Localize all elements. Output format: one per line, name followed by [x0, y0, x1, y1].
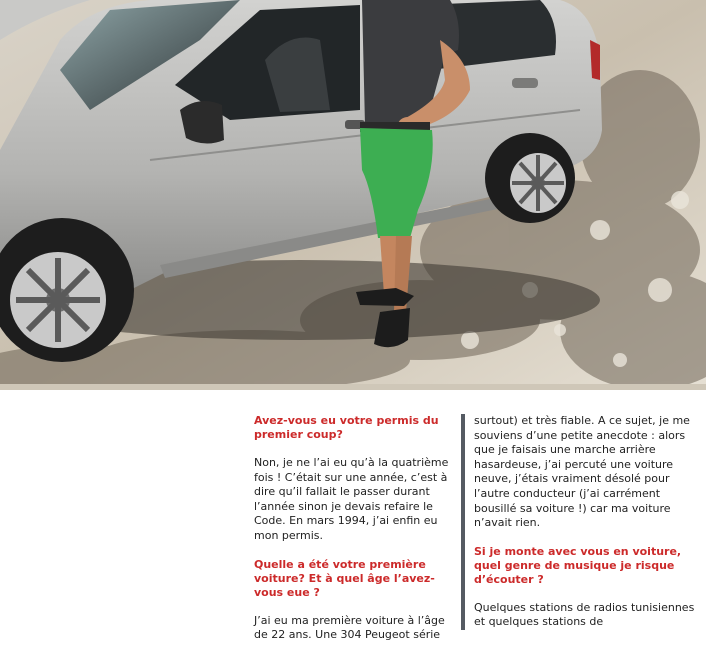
answer-permis: Non, je ne l’ai eu qu’à la quatrième fois ! C’était sur une année, c’est à dire qu’il fallait le passer durant l’année sinon je devais refaire le Code. En mars 1994, j’ai enfin eu mon permis.: [254, 456, 449, 542]
right-text-column: [474, 414, 696, 644]
question-musique: Si je monte avec vous en voiture, quel genre de musique je risque d’écouter ?: [474, 544, 682, 586]
question-permis: Avez-vous eu votre permis du premier coup?: [254, 414, 439, 441]
answer-premiere-voiture-start: J’ai eu ma première voiture à l’âge de 22 ans. Une 304 Peugeot série: [254, 613, 445, 642]
question-premiere-voiture: Quelle a été votre première voiture? Et à quel âge l’avez-vous eue ?: [254, 557, 435, 599]
answer-musique-start: Quelques stations de radios tunisiennes et quelques stations de: [474, 600, 695, 629]
answer-premiere-voiture-end: surtout) et très fiable. A ce sujet, je me souviens d’une petite anecdote : alors que je faisais une marche arrière hasardeuse, j’ai percuté une voiture neuve, j’étais vraiment désolé pour l’autre conducteur (j’ai carrément bousillé sa voiture !) car ma voiture n’avait rien.: [474, 414, 690, 530]
left-text-column: [254, 414, 454, 657]
column-divider: [461, 414, 465, 630]
rear-wheel: [485, 133, 575, 223]
